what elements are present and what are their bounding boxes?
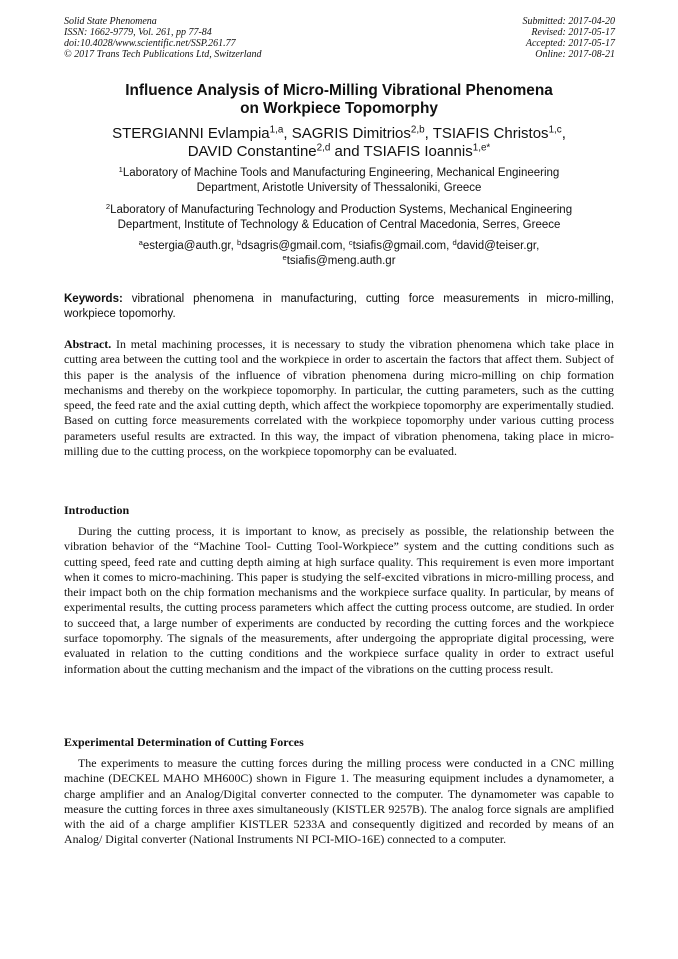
journal-info	[64, 16, 262, 60]
abstract	[64, 337, 614, 459]
experimental-paragraph: The experiments to measure the cutting forces during the milling process were conducted in a CNC milling machine (DECKEL MAHO MH600C) shown in Figure 1. The measuring equipment includes a dynamometer, a charge amplifier and an Analog/Digital converter connected to the computer. The dynamometer was capable to measure the cutting forces in three axes simultaneously (KISTLER 9257B). The analog force signals are amplified with the aid of a charge amplifier KISTLER 5233A and consequently digitized and recorded by means of an Analog/ Digital converter (National Instruments NI PCI-MIO-16E) connected to a computer.	[64, 756, 614, 847]
affiliation-text: Department, Aristotle University of Thessaloniki, Greece	[196, 182, 482, 194]
author-superscript: 2,b	[410, 124, 425, 136]
email-list: $^a$estergia@auth.gr, $^b$dsagris@gmail.com, $^c$tsiafis@gmail.com, $^d$david@teiser.gr, $^e$tsiafis@meng.auth.gr	[138, 237, 540, 267]
author-superscript: 1,c	[548, 124, 562, 136]
title-line-1: Influence Analysis of Micro-Milling Vibrational Phenomena	[125, 82, 553, 99]
author-line-1	[64, 125, 614, 143]
author-superscript: 2,d	[316, 142, 331, 154]
email-marker: c	[348, 237, 353, 247]
doi[interactable]: doi:10.4028/www.scientific.net/SSP.261.77	[64, 38, 236, 49]
paper-title	[64, 82, 614, 118]
author-name: STERGIANNI Evlampia	[112, 125, 270, 142]
section-heading-introduction: Introduction	[64, 503, 130, 517]
author-line-2	[64, 143, 614, 161]
email-marker: b	[237, 237, 242, 247]
keywords-label: Keywords:	[64, 293, 123, 305]
affiliation-marker: 1	[118, 164, 123, 174]
author-name: TSIAFIS Ioannis	[363, 143, 473, 160]
author-list	[64, 125, 614, 161]
author-name: TSIAFIS Christos	[432, 125, 549, 142]
revised-date: Revised: 2017-05-17	[531, 27, 615, 38]
abstract-label: Abstract.	[64, 337, 112, 351]
affiliation-marker: 2	[105, 201, 111, 211]
affiliation-1	[64, 166, 614, 196]
keywords-text: vibrational phenomena in manufacturing, cutting force measurements in micro-milling, workpiece topomorhy.	[64, 293, 614, 320]
email-marker: a	[138, 237, 143, 247]
title-line-2: on Workpiece Topomorphy	[240, 100, 438, 117]
author-separator: ,	[424, 125, 433, 142]
email-marker: d	[452, 237, 457, 247]
author-separator: ,	[283, 125, 292, 142]
affiliation-text: Department, Institute of Technology & Education of Central Macedonia, Serres, Greece	[117, 219, 561, 231]
keywords	[64, 292, 614, 322]
email-marker: e	[282, 252, 287, 262]
email-address[interactable]: tsiafis@gmail.com	[352, 240, 447, 252]
author-separator: and	[330, 143, 364, 160]
email-address[interactable]: estergia@auth.gr	[142, 240, 231, 252]
author-name: SAGRIS Dimitrios	[291, 125, 411, 142]
section-heading-experimental: Experimental Determination of Cutting Forces	[64, 735, 304, 749]
introduction-paragraph: During the cutting process, it is important to know, as precisely as possible, the relationship between the vibration behavior of the “Machine Tool- Cutting Tool-Workpiece” system and the cutting conditions such as cutting speed, feed rate and cutting depth aiming at high surface quality. This requirement is even more important when it comes to micro-machining. This paper is studying the self-excited vibrations in micro-milling process, and their impact both on the chip formation mechanisms and the workpiece surface quality. In particular, by means of experimental results, the cutting process parameters which affect the cutting process outcome, are studied. In order to succeed that, a large number of experiments are conducted by recording the cutting forces and the workpiece surface topomorphy. The signals of the measurements, after undergoing the appropriate digital processing, were evaluated in relation to the cutting conditions and the workpiece surface quality in order to extract useful information about the cutting mechanism and the impact of the vibrations on the cutting process result.	[64, 524, 614, 676]
email-address[interactable]: tsiafis@meng.auth.gr	[286, 255, 396, 267]
abstract-text: In metal machining processes, it is necessary to study the vibration phenomena which take place in cutting area between the cutting tool and the workpiece in order to ascertain the factors that affect them. Subject of this paper is the analysis of the influence of vibration phenomena during micro-milling on chip formation mechanisms and thereby on the workpiece topomorphy. In particular, the cutting parameters, such as the cutting speed, the feed rate and the axial cutting depth, which affect the workpiece topomorphy are experimentally studied. Based on cutting force measurements correlated with the workpiece topomorphy under various cutting process parameters useful results are extracted. In this way, the impact of vibration phenomena, taking place in micro-milling due to the cutting process, on the workpiece topomorphy can be evaluated.	[64, 337, 614, 459]
email-address[interactable]: david@teiser.gr	[456, 240, 537, 252]
email-address[interactable]: dsagris@gmail.com	[241, 240, 343, 252]
author-superscript: 1,e*	[472, 142, 491, 154]
submitted-date: Submitted: 2017-04-20	[522, 16, 615, 27]
affiliation-text: Laboratory of Manufacturing Technology and Production Systems, Mechanical Engineering	[110, 204, 573, 216]
author-separator: ,	[561, 125, 566, 142]
author-superscript: 1,a	[269, 124, 284, 136]
author-name: DAVID Constantine	[187, 143, 317, 160]
affiliation-2	[64, 203, 614, 233]
journal-name: Solid State Phenomena	[64, 16, 157, 27]
publication-dates	[523, 16, 616, 60]
copyright: © 2017 Trans Tech Publications Ltd, Switzerland	[64, 49, 262, 60]
accepted-date: Accepted: 2017-05-17	[525, 38, 615, 49]
online-date: Online: 2017-08-21	[535, 49, 615, 60]
issn-volume: ISSN: 1662-9779, Vol. 261, pp 77-84	[64, 27, 212, 38]
affiliation-text: Laboratory of Machine Tools and Manufacturing Engineering, Mechanical Engineering	[122, 167, 560, 179]
